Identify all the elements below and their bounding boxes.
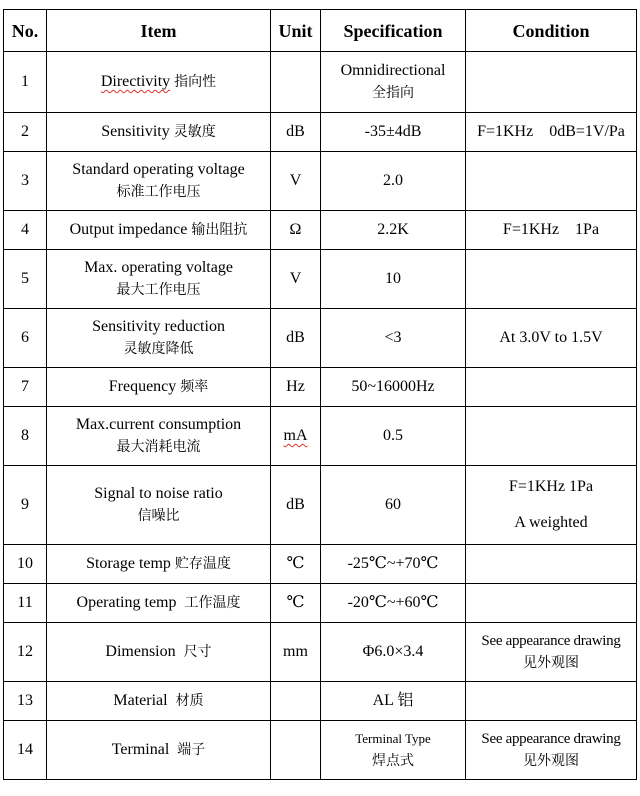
spec-cell: 2.0 [321, 152, 466, 211]
spec-cell: AL 铝 [321, 682, 466, 721]
spec-value: Omnidirectional [340, 62, 446, 79]
item-cell [47, 250, 271, 309]
item-name-zh: 最大消耗电流 [116, 439, 201, 455]
unit-cell: V [271, 250, 321, 309]
item-name-zh: 材质 [175, 693, 204, 709]
item-name-en: Operating temp [76, 594, 177, 611]
row-number: 6 [4, 309, 47, 368]
item-name-en: Storage temp [86, 555, 171, 572]
row-number: 13 [4, 682, 47, 721]
unit-cell [271, 407, 321, 466]
condition-cell [466, 407, 637, 466]
unit-cell: dB [271, 113, 321, 152]
item-name-zh: 标准工作电压 [116, 184, 201, 200]
item-cell [47, 623, 271, 682]
spec-cell: 60 [321, 466, 466, 545]
table-header-row [4, 10, 637, 52]
table-row [4, 309, 637, 368]
condition-line-1: See appearance drawing [481, 633, 621, 649]
condition-cell [466, 584, 637, 623]
condition-cell [466, 52, 637, 113]
item-name-en: Signal to noise ratio [94, 485, 223, 502]
condition-cell: F=1KHz 1Pa [466, 211, 637, 250]
condition-cell: At 3.0V to 1.5V [466, 309, 637, 368]
row-number: 1 [4, 52, 47, 113]
condition-cell [466, 682, 637, 721]
condition-line-2: 见外观图 [523, 753, 579, 769]
row-number: 3 [4, 152, 47, 211]
item-name-zh: 输出阻抗 [191, 222, 248, 238]
item-name-en: Max.current consumption [75, 416, 242, 433]
item-name-en: Max. operating voltage [84, 259, 233, 276]
unit-cell: Ω [271, 211, 321, 250]
item-name-en: Dimension [105, 643, 176, 660]
spec-cell [321, 52, 466, 113]
row-number: 11 [4, 584, 47, 623]
item-name-zh: 信噪比 [137, 508, 180, 524]
unit-cell: mm [271, 623, 321, 682]
row-number: 7 [4, 368, 47, 407]
item-cell [47, 52, 271, 113]
spec-cell: 10 [321, 250, 466, 309]
header-condition: Condition [466, 10, 637, 52]
item-name-zh: 工作温度 [184, 595, 241, 611]
header-unit: Unit [271, 10, 321, 52]
condition-line-1: F=1KHz 1Pa [508, 478, 594, 495]
unit-cell [271, 721, 321, 780]
condition-cell [466, 152, 637, 211]
table-row [4, 584, 637, 623]
table-row [4, 113, 637, 152]
item-cell [47, 466, 271, 545]
unit-cell: V [271, 152, 321, 211]
header-specification: Specification [321, 10, 466, 52]
item-cell [47, 584, 271, 623]
item-name-en: Sensitivity [101, 123, 170, 140]
row-number: 8 [4, 407, 47, 466]
condition-line-2: 见外观图 [523, 655, 579, 671]
spec-cell: 50~16000Hz [321, 368, 466, 407]
spec-value: Terminal Type [355, 731, 431, 746]
condition-cell: F=1KHz 0dB=1V/Pa [466, 113, 637, 152]
item-name-en: Material [113, 692, 168, 709]
item-cell [47, 152, 271, 211]
table-row [4, 623, 637, 682]
spec-cell: <3 [321, 309, 466, 368]
item-name-zh: 频率 [180, 379, 209, 395]
row-number: 5 [4, 250, 47, 309]
spec-cell: 0.5 [321, 407, 466, 466]
spec-cell [321, 721, 466, 780]
spec-cell: -35±4dB [321, 113, 466, 152]
condition-cell [466, 623, 637, 682]
unit-cell: Hz [271, 368, 321, 407]
item-name-zh: 贮存温度 [174, 556, 231, 572]
item-cell [47, 211, 271, 250]
item-cell [47, 407, 271, 466]
spec-cell: 2.2K [321, 211, 466, 250]
table-row [4, 368, 637, 407]
item-name-en: Terminal [111, 741, 170, 758]
unit-cell: ℃ [271, 545, 321, 584]
specification-table [3, 9, 637, 780]
item-cell [47, 682, 271, 721]
spec-cell: -20℃~+60℃ [321, 584, 466, 623]
table-row [4, 250, 637, 309]
item-name-zh: 尺寸 [183, 644, 212, 660]
item-name-zh: 灵敏度降低 [123, 341, 194, 357]
condition-line-2: A weighted [514, 514, 588, 531]
spec-cell: -25℃~+70℃ [321, 545, 466, 584]
spec-value-zh: 焊点式 [372, 753, 414, 769]
table-row [4, 682, 637, 721]
header-item: Item [47, 10, 271, 52]
unit-cell: dB [271, 466, 321, 545]
header-no: No. [4, 10, 47, 52]
unit-cell: dB [271, 309, 321, 368]
unit-cell: ℃ [271, 584, 321, 623]
table-row [4, 721, 637, 780]
row-number: 12 [4, 623, 47, 682]
table-row [4, 52, 637, 113]
condition-cell [466, 250, 637, 309]
unit-cell [271, 52, 321, 113]
table-row [4, 211, 637, 250]
item-name-zh: 灵敏度 [173, 124, 216, 140]
item-cell [47, 113, 271, 152]
item-cell [47, 309, 271, 368]
row-number: 14 [4, 721, 47, 780]
condition-cell [466, 466, 637, 545]
unit-value: mA [283, 427, 308, 444]
spec-value-zh: 全指向 [372, 85, 414, 101]
table-row [4, 407, 637, 466]
item-name-en: Output impedance [69, 221, 188, 238]
condition-cell [466, 721, 637, 780]
item-cell [47, 368, 271, 407]
item-name-zh: 指向性 [174, 74, 217, 90]
table-row [4, 466, 637, 545]
item-name-zh: 最大工作电压 [116, 282, 201, 298]
row-number: 10 [4, 545, 47, 584]
condition-line-1: See appearance drawing [481, 731, 621, 747]
item-cell [47, 721, 271, 780]
table-row [4, 545, 637, 584]
item-name-en: Standard operating voltage [72, 161, 245, 178]
row-number: 4 [4, 211, 47, 250]
condition-cell [466, 545, 637, 584]
condition-cell [466, 368, 637, 407]
item-name-zh: 端子 [177, 742, 206, 758]
row-number: 2 [4, 113, 47, 152]
unit-cell [271, 682, 321, 721]
item-name-en: Sensitivity reduction [92, 318, 225, 335]
table-row [4, 152, 637, 211]
row-number: 9 [4, 466, 47, 545]
item-cell [47, 545, 271, 584]
item-name-en: Directivity [100, 73, 171, 90]
spec-cell: Φ6.0×3.4 [321, 623, 466, 682]
item-name-en: Frequency [108, 378, 177, 395]
